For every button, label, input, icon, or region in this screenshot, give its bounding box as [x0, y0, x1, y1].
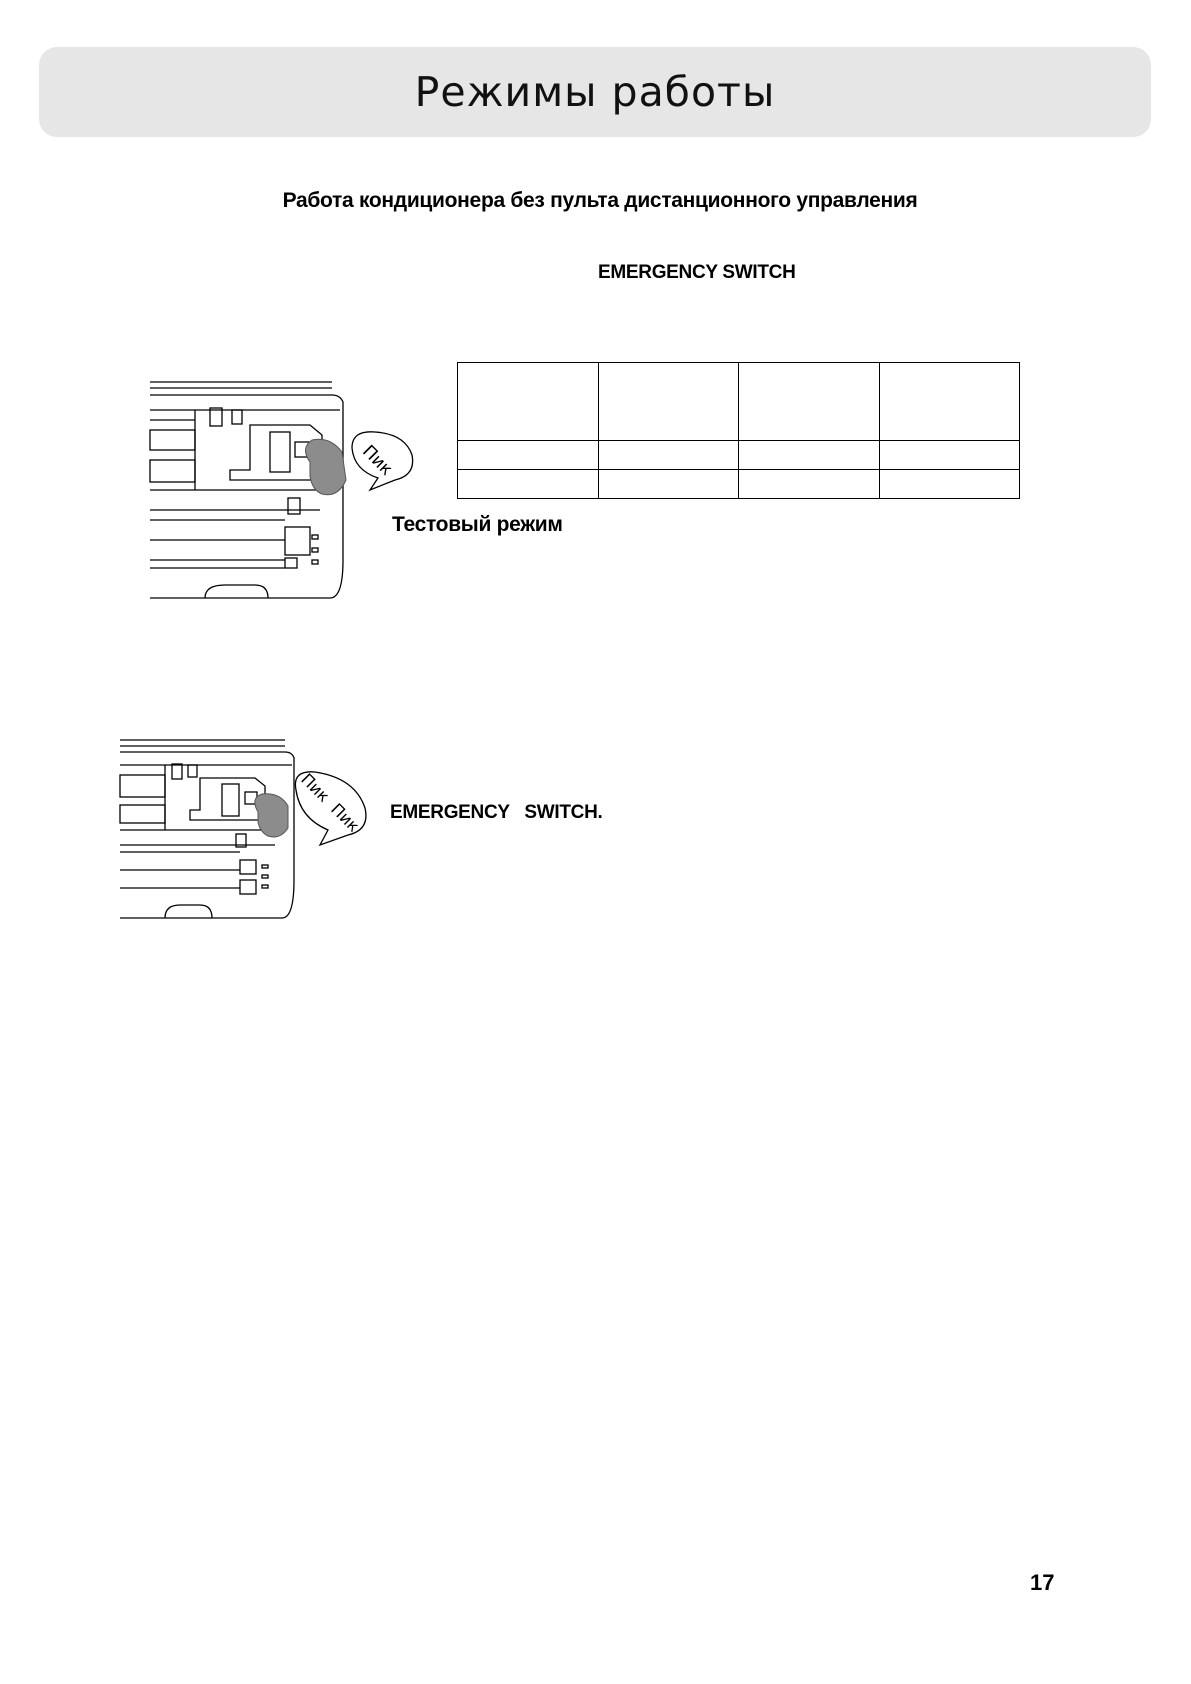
- page-number: 17: [1030, 1570, 1055, 1595]
- page-title: Режимы работы: [414, 68, 776, 116]
- speech-bubble-1: [352, 432, 413, 490]
- section-title: Работа кондиционера без пульта дистанционного управления: [282, 189, 918, 212]
- speech-bubble-2: [295, 770, 366, 845]
- test-mode-title: Тестовый режим: [392, 513, 563, 536]
- emergency-switch-heading: EMERGENCY SWITCH: [598, 262, 796, 283]
- ac-unit-illustration-1: [150, 382, 343, 598]
- finger-icon: [305, 439, 346, 495]
- bubble-text-2: Пик Пик: [297, 769, 364, 836]
- bubble-text-1: Пик: [358, 441, 397, 480]
- emergency-switch-heading-2: EMERGENCY SWITCH.: [390, 802, 603, 823]
